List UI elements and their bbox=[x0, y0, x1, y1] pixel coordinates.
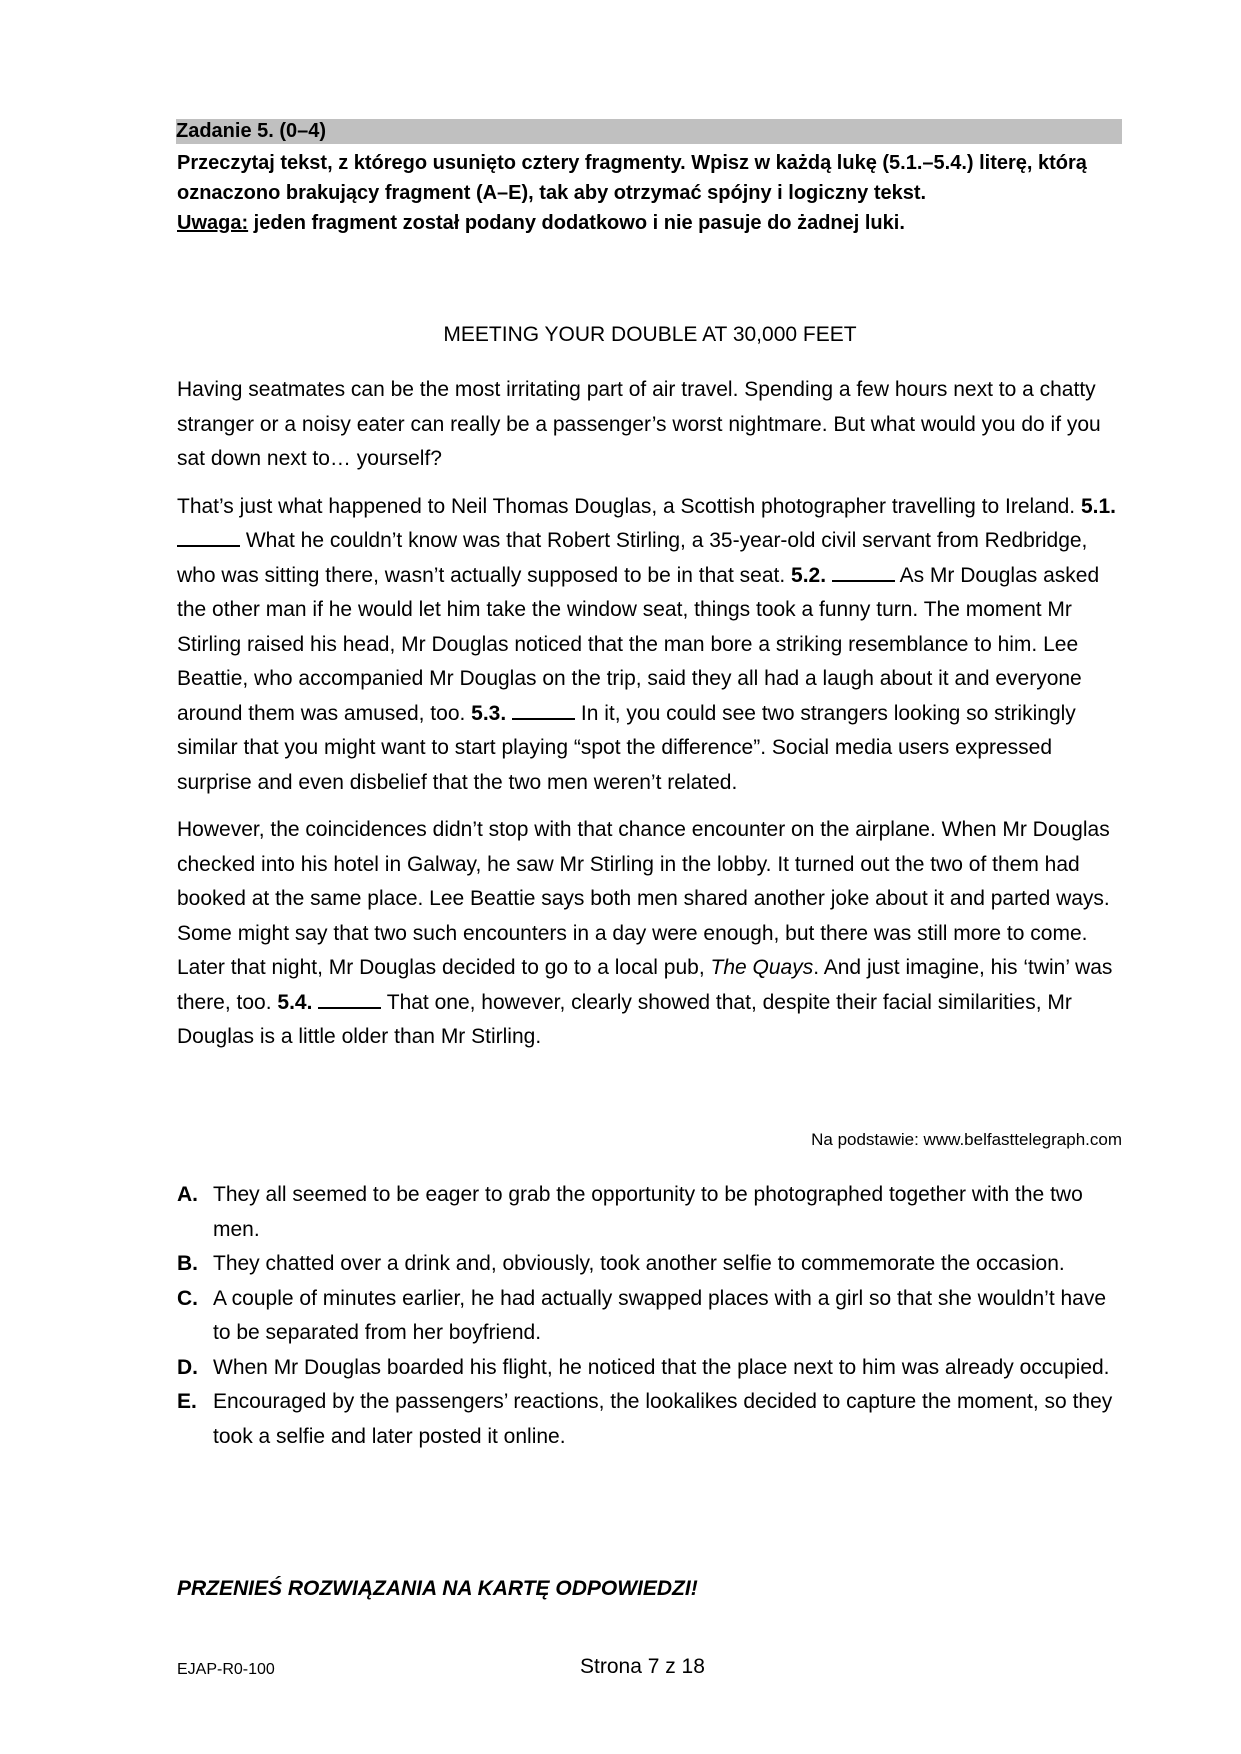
option-letter: D. bbox=[177, 1355, 198, 1379]
option-letter: A. bbox=[177, 1183, 198, 1206]
note-label: Uwaga: bbox=[177, 212, 249, 234]
option-e bbox=[177, 1385, 1122, 1454]
gap-blank-5-4[interactable] bbox=[318, 990, 381, 1009]
article-paragraph-3 bbox=[177, 813, 1122, 1055]
option-text: They all seemed to be eager to grab the opportunity to be photographed together with the two men. bbox=[213, 1183, 1083, 1241]
option-letter: C. bbox=[177, 1286, 198, 1310]
text-fragment: What he couldn’t know was that Robert Stirling, a 35-year-old civil servant from Redbridge, who was sitting there, wasn’t actually supposed to be in that seat. bbox=[177, 529, 1088, 587]
text-fragment: As Mr Douglas asked the other man if he would let him take the window seat, things took a funny turn. The moment Mr Stirling raised his head, Mr Douglas noticed that the man bore a striking resemblance to him. Lee Beattie, who accompanied Mr Douglas on the trip, said they all had a laugh about it and everyone around them was amused, too. bbox=[177, 563, 1100, 725]
option-text: A couple of minutes earlier, he had actually swapped places with a girl so that she wouldn’t have to be separated from her boyfriend. bbox=[213, 1286, 1107, 1344]
pub-name: The Quays bbox=[710, 956, 814, 979]
option-text: They chatted over a drink and, obviously, took another selfie to commemorate the occasion. bbox=[213, 1252, 1065, 1275]
note-text: jeden fragment został podany dodatkowo i nie pasuje do żadnej luki. bbox=[248, 212, 905, 234]
text-fragment: However, the coincidences didn’t stop with that chance encounter on the airplane. When Mr Douglas checked into his hotel in Galway, he saw Mr Stirling in the lobby. It turned out the two of them had booked at the same place. Lee Beattie says both men shared another joke about it and parted ways. Some might say that two such encounters in a day were enough, but there was still more to come. Later that night, Mr Douglas decided to go to a local pub, bbox=[177, 818, 1110, 979]
option-d bbox=[177, 1351, 1122, 1386]
gap-blank-5-2[interactable] bbox=[832, 563, 895, 582]
article-title: MEETING YOUR DOUBLE AT 30,000 FEET bbox=[443, 323, 857, 346]
page-number: Strona 7 z 18 bbox=[580, 1655, 705, 1678]
option-letter: E. bbox=[177, 1390, 197, 1413]
option-c bbox=[177, 1282, 1122, 1351]
transfer-answers-note: PRZENIEŚ ROZWIĄZANIA NA KARTĘ ODPOWIEDZI! bbox=[177, 1577, 698, 1600]
option-text: Encouraged by the passengers’ reactions, the lookalikes decided to capture the moment, so they took a selfie and later posted it online. bbox=[213, 1390, 1113, 1448]
text-fragment: . And just imagine, his ‘twin’ was there, too. bbox=[177, 956, 1113, 1014]
gap-blank-5-1[interactable] bbox=[177, 528, 240, 547]
instruction-note bbox=[177, 208, 1122, 238]
article-paragraph-1: Having seatmates can be the most irritating part of air travel. Spending a few hours next to a chatty stranger or a noisy eater can really be a passenger’s worst nightmare. But what would you do if you sat down next to… yourself? bbox=[177, 378, 1101, 470]
task-header bbox=[176, 119, 1122, 144]
gap-label-5-4: 5.4. bbox=[277, 990, 313, 1014]
source-citation: Na podstawie: www.belfasttelegraph.com bbox=[811, 1130, 1122, 1149]
options-list bbox=[177, 1178, 1122, 1454]
gap-label-5-2: 5.2. bbox=[791, 563, 827, 587]
instruction-text: Przeczytaj tekst, z którego usunięto cztery fragmenty. Wpisz w każdą lukę (5.1.–5.4.) literę, którą oznaczono brakujący fragment (A–E), tak aby otrzymać spójny i logiczny tekst. bbox=[177, 152, 1087, 204]
option-text: When Mr Douglas boarded his flight, he noticed that the place next to him was already occupied. bbox=[213, 1355, 1110, 1379]
text-fragment: In it, you could see two strangers looking so strikingly similar that you might want to start playing “spot the difference”. Social media users expressed surprise and even disbelief that the two men weren’t related. bbox=[177, 701, 1076, 794]
option-letter: B. bbox=[177, 1252, 198, 1275]
gap-label-5-1: 5.1. bbox=[1080, 494, 1116, 518]
gap-label-5-3: 5.3. bbox=[471, 701, 507, 725]
option-a bbox=[177, 1178, 1122, 1247]
article-body bbox=[177, 373, 1122, 1068]
gap-blank-5-3[interactable] bbox=[512, 701, 575, 720]
option-b bbox=[177, 1247, 1122, 1282]
task-title: Zadanie 5. (0–4) bbox=[176, 120, 327, 142]
exam-code: EJAP-R0-100 bbox=[177, 1661, 275, 1678]
text-fragment: That’s just what happened to Neil Thomas Douglas, a Scottish photographer travelling to Ireland. bbox=[177, 494, 1081, 518]
task-instructions bbox=[177, 148, 1122, 238]
text-fragment: That one, however, clearly showed that, despite their facial similarities, Mr Douglas is a little older than Mr Stirling. bbox=[177, 990, 1072, 1048]
article-paragraph-2 bbox=[177, 490, 1122, 801]
